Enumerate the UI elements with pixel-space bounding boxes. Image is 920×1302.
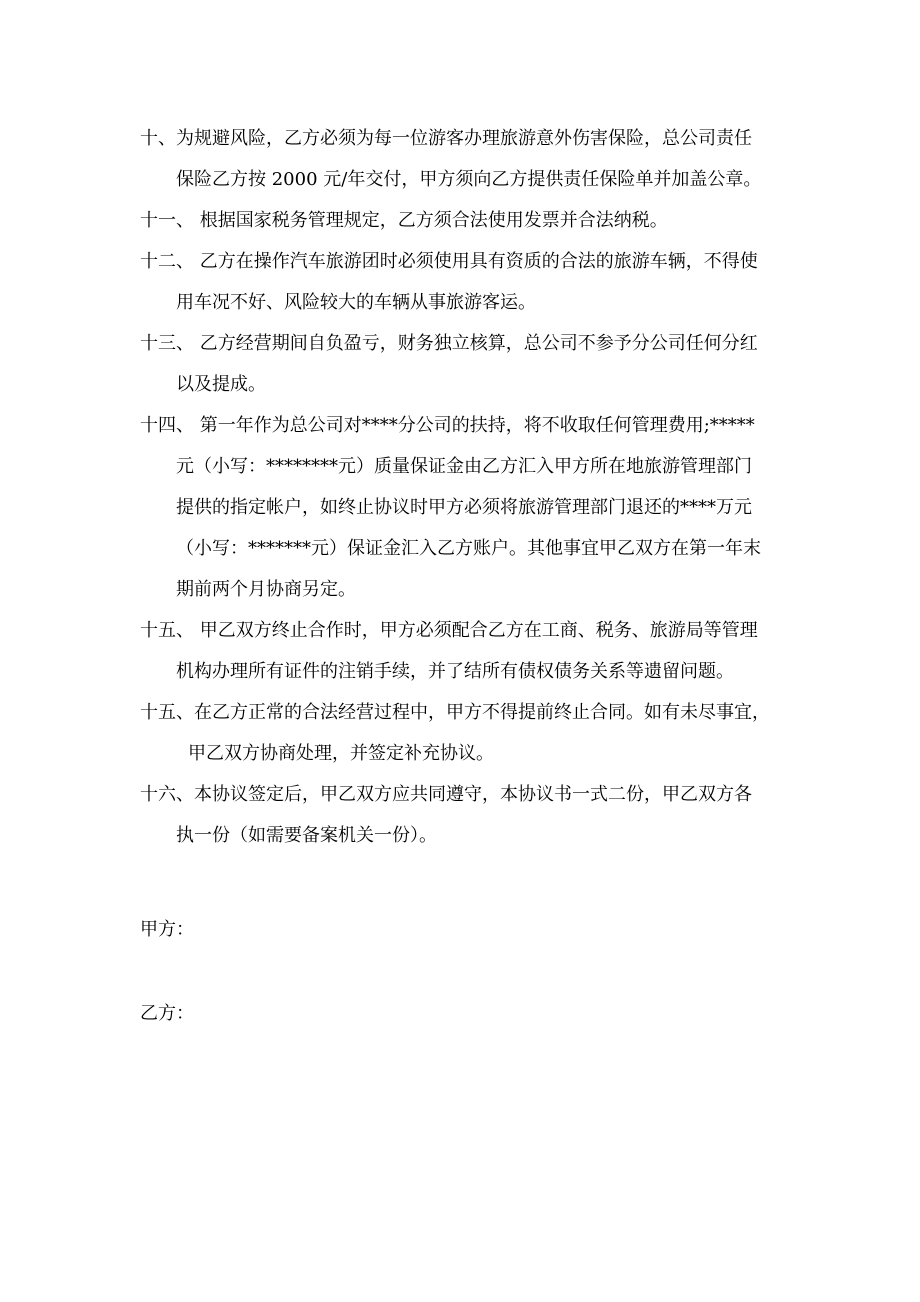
clause-12 bbox=[140, 241, 790, 323]
clause-15b-line-1: 十五、在乙方正常的合法经营过程中，甲方不得提前终止合同。如有未尽事宜， bbox=[140, 702, 770, 723]
clause-15b-line-2: 甲乙双方协商处理，并签定补充协议。 bbox=[188, 743, 494, 764]
clause-15-line-1: 十五、 甲乙双方终止合作时，甲方必须配合乙方在工商、税务、旅游局等管理 bbox=[140, 620, 758, 641]
clause-14-line-2: 元（小写：********元）质量保证金由乙方汇入甲方所在地旅游管理部门 bbox=[176, 456, 752, 477]
clause-16-line-1: 十六、本协议签定后，甲乙双方应共同遵守，本协议书一式二份，甲乙双方各 bbox=[140, 784, 752, 805]
clause-13 bbox=[140, 323, 790, 405]
clause-10-line-1: 十、为规避风险，乙方必须为每一位游客办理旅游意外伤害保险，总公司责任 bbox=[140, 128, 752, 149]
party-a-signature-label: 甲方： bbox=[140, 919, 194, 940]
clause-16 bbox=[140, 774, 790, 856]
clause-14-line-1: 十四、 第一年作为总公司对****分公司的扶持，将不收取任何管理费用;***** bbox=[140, 415, 755, 436]
clause-11 bbox=[140, 200, 790, 241]
clause-16-line-2: 执一份（如需要备案机关一份）。 bbox=[176, 825, 437, 846]
clause-14-line-3: 提供的指定帐户，如终止协议时甲方必须将旅游管理部门退还的****万元 bbox=[176, 497, 752, 518]
clause-11-line-1: 十一、 根据国家税务管理规定，乙方须合法使用发票并合法纳税。 bbox=[140, 210, 668, 231]
clause-13-line-2: 以及提成。 bbox=[176, 374, 266, 395]
party-b-signature-label: 乙方： bbox=[140, 1003, 194, 1024]
clause-14 bbox=[140, 405, 790, 610]
clause-13-line-1: 十三、 乙方经营期间自负盈亏，财务独立核算，总公司不参予分公司任何分红 bbox=[140, 333, 758, 354]
clause-15 bbox=[140, 610, 790, 692]
clause-10-line-2: 保险乙方按 2000 元/年交付，甲方须向乙方提供责任保险单并加盖公章。 bbox=[176, 169, 762, 190]
clause-12-line-2: 用车况不好、风险较大的车辆从事旅游客运。 bbox=[176, 292, 536, 313]
clause-15b bbox=[140, 692, 790, 774]
clause-10 bbox=[140, 118, 790, 200]
clause-15-line-2: 机构办理所有证件的注销手续，并了结所有债权债务关系等遗留问题。 bbox=[176, 661, 734, 682]
clause-14-line-4: （小写：*******元）保证金汇入乙方账户。其他事宜甲乙双方在第一年末 bbox=[176, 538, 761, 559]
clause-14-line-5: 期前两个月协商另定。 bbox=[176, 579, 356, 600]
clause-12-line-1: 十二、 乙方在操作汽车旅游团时必须使用具有资质的合法的旅游车辆，不得使 bbox=[140, 251, 758, 272]
